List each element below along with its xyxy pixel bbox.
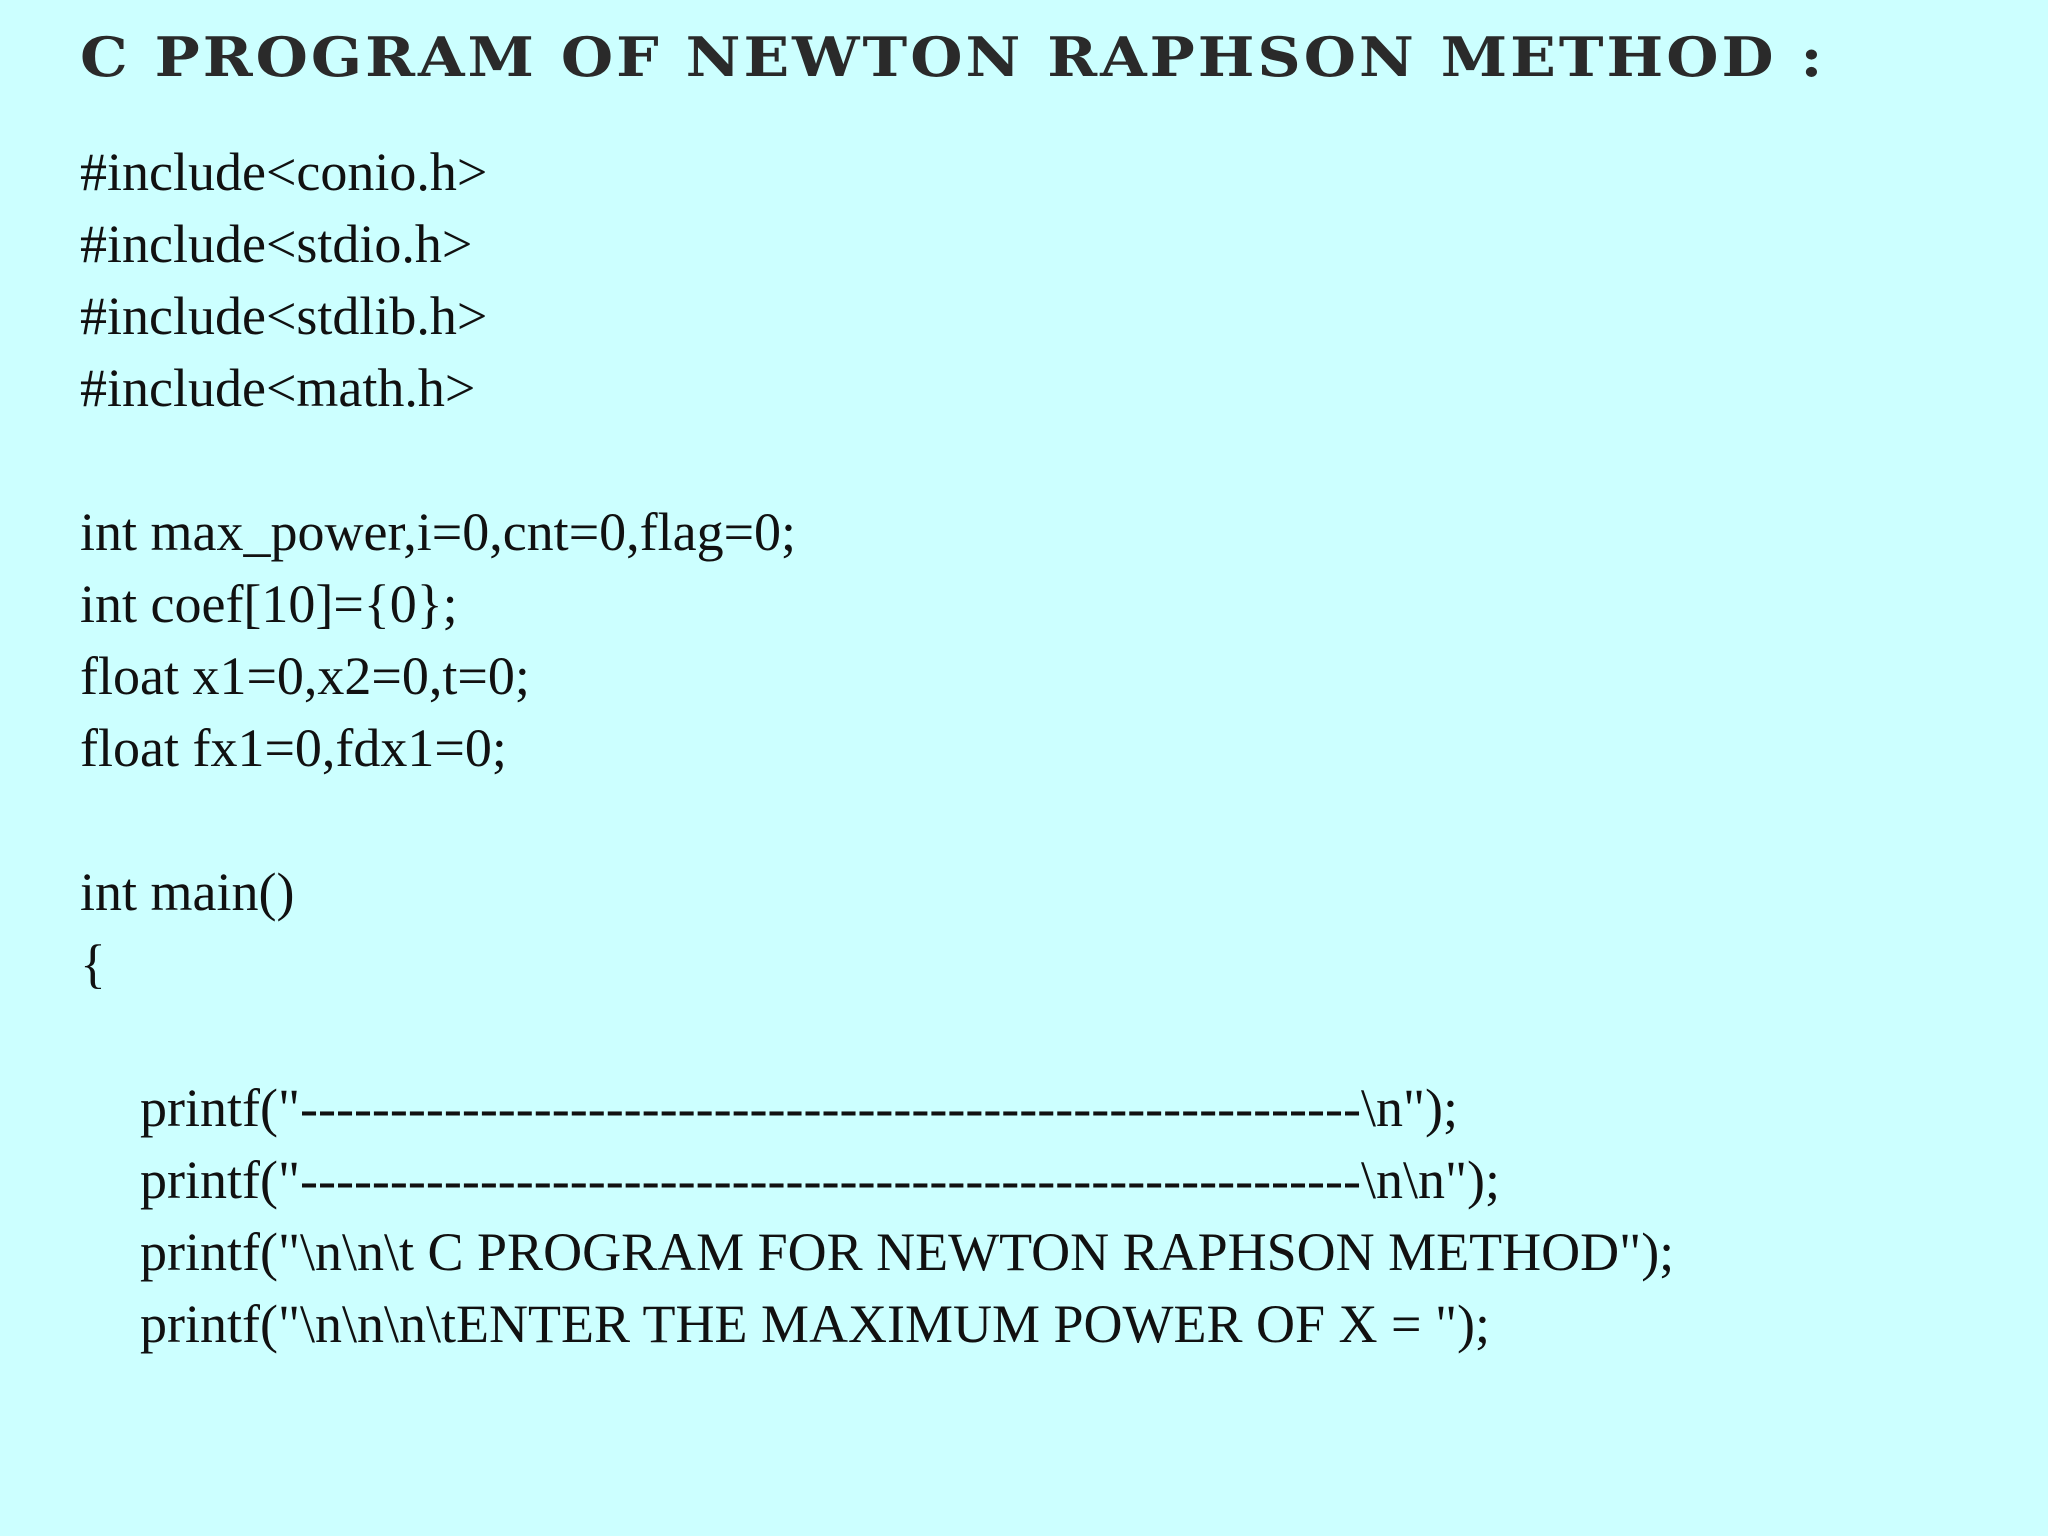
code-listing <box>80 136 1674 1360</box>
code-line: printf("\n\n\t C PROGRAM FOR NEWTON RAPHSON METHOD"); <box>140 1222 1675 1282</box>
code-line: #include<stdio.h> <box>80 214 473 274</box>
code-line: printf("-----------------------------------------------------------\n\n"); <box>140 1150 1500 1210</box>
code-line: int main() <box>80 862 295 922</box>
code-line: #include<conio.h> <box>80 142 488 202</box>
code-line: int max_power,i=0,cnt=0,flag=0; <box>80 502 797 562</box>
code-line: #include<stdlib.h> <box>80 286 488 346</box>
slide-title: C PROGRAM OF NEWTON RAPHSON METHOD : <box>80 26 1826 90</box>
code-line: int coef[10]={0}; <box>80 574 458 634</box>
code-line: float fx1=0,fdx1=0; <box>80 718 507 778</box>
blank-line <box>80 424 1674 496</box>
code-line: { <box>80 934 106 994</box>
code-line: printf("-----------------------------------------------------------\n"); <box>140 1078 1458 1138</box>
code-line: #include<math.h> <box>80 358 476 418</box>
blank-line <box>80 784 1674 856</box>
blank-line <box>80 1000 1674 1072</box>
code-line: printf("\n\n\n\tENTER THE MAXIMUM POWER OF X = "); <box>140 1294 1490 1354</box>
code-line: float x1=0,x2=0,t=0; <box>80 646 530 706</box>
